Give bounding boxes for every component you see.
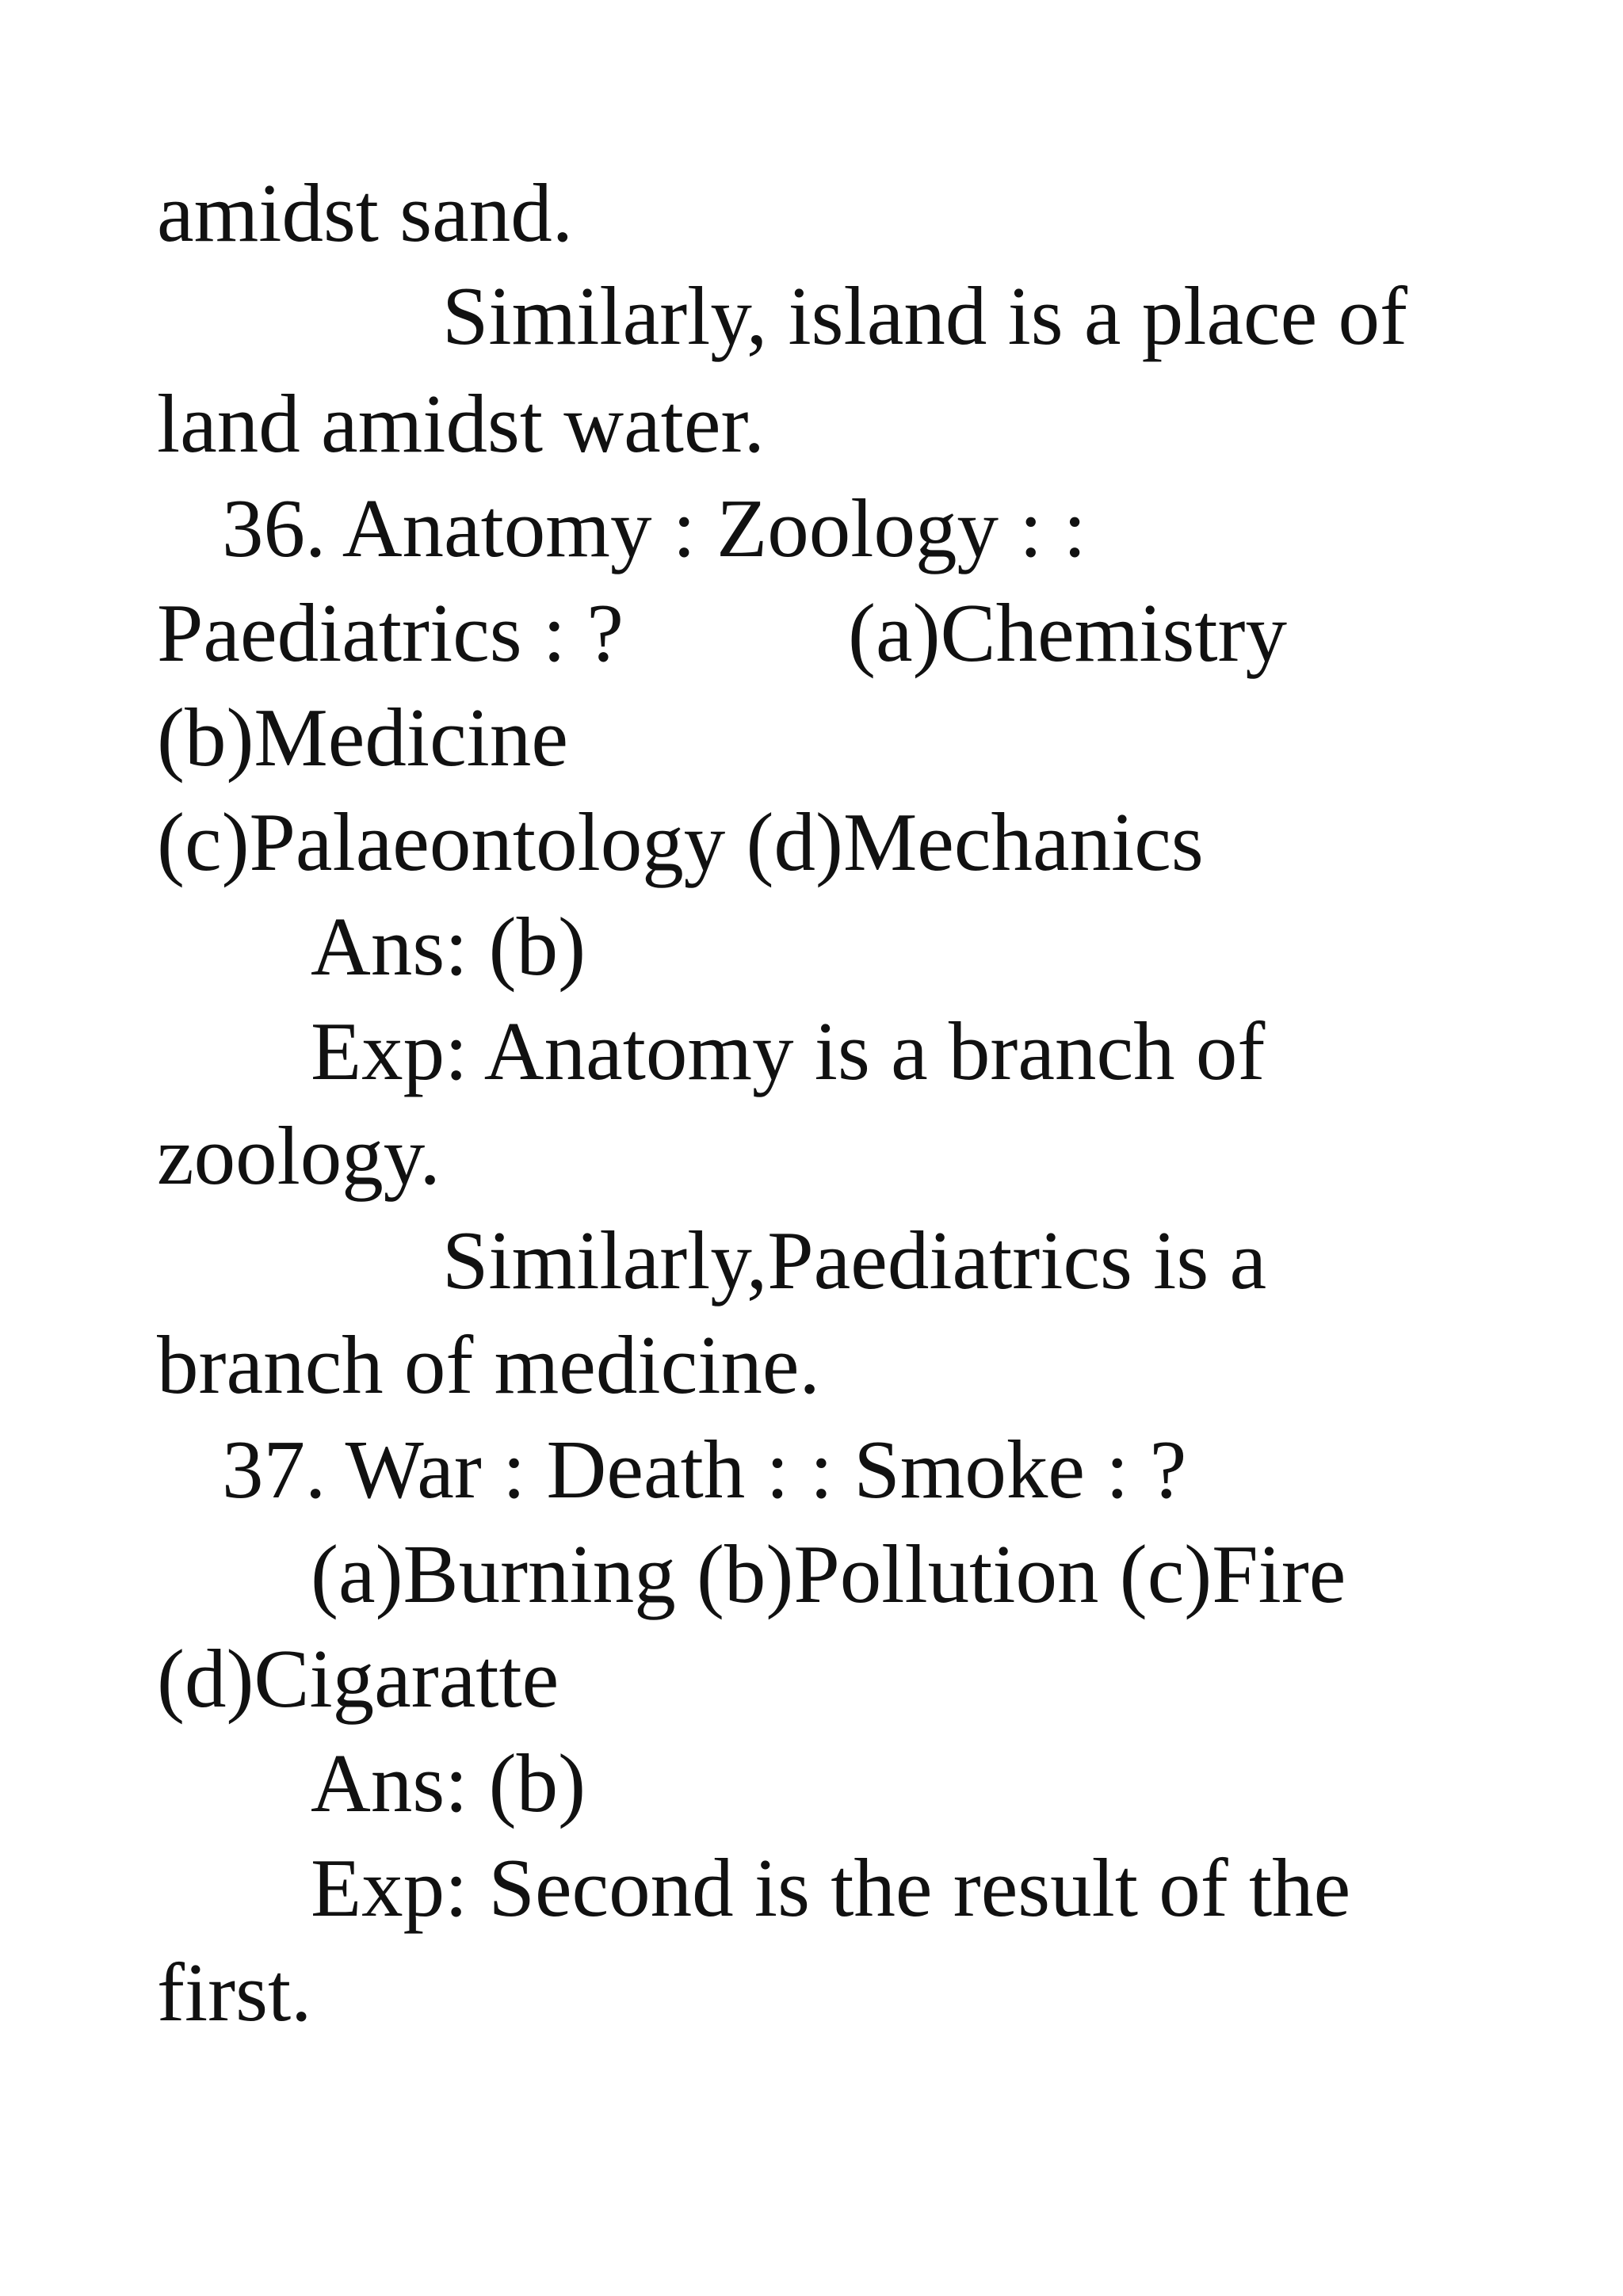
option-text: (d)Cigaratte (157, 1632, 559, 1725)
explanation-text: Exp: Anatomy is a branch of (311, 1005, 1266, 1097)
question-text: Paediatrics : ? (157, 586, 624, 679)
text-line: land amidst water. (157, 377, 765, 470)
option-text: (a)Chemistry (848, 586, 1288, 679)
text-line: Similarly, island is a place of (442, 269, 1407, 362)
answer-text: Ans: (b) (311, 900, 586, 993)
option-text: (b)Medicine (157, 691, 568, 784)
explanation-text: zoology. (157, 1109, 441, 1202)
option-text: (a)Burning (b)Pollution (c)Fire (311, 1527, 1346, 1620)
explanation-text: first. (157, 1946, 312, 2039)
explanation-text: Exp: Second is the result of the (311, 1841, 1351, 1934)
explanation-text: Similarly,Paediatrics is a (442, 1214, 1267, 1306)
option-text: (c)Palaeontology (d)Mechanics (157, 795, 1204, 888)
text-line: amidst sand. (157, 166, 573, 259)
explanation-text: branch of medicine. (157, 1318, 820, 1411)
answer-text: Ans: (b) (311, 1737, 586, 1829)
question-heading: 36. Anatomy : Zoology : : (222, 482, 1086, 574)
question-heading: 37. War : Death : : Smoke : ? (222, 1423, 1187, 1516)
